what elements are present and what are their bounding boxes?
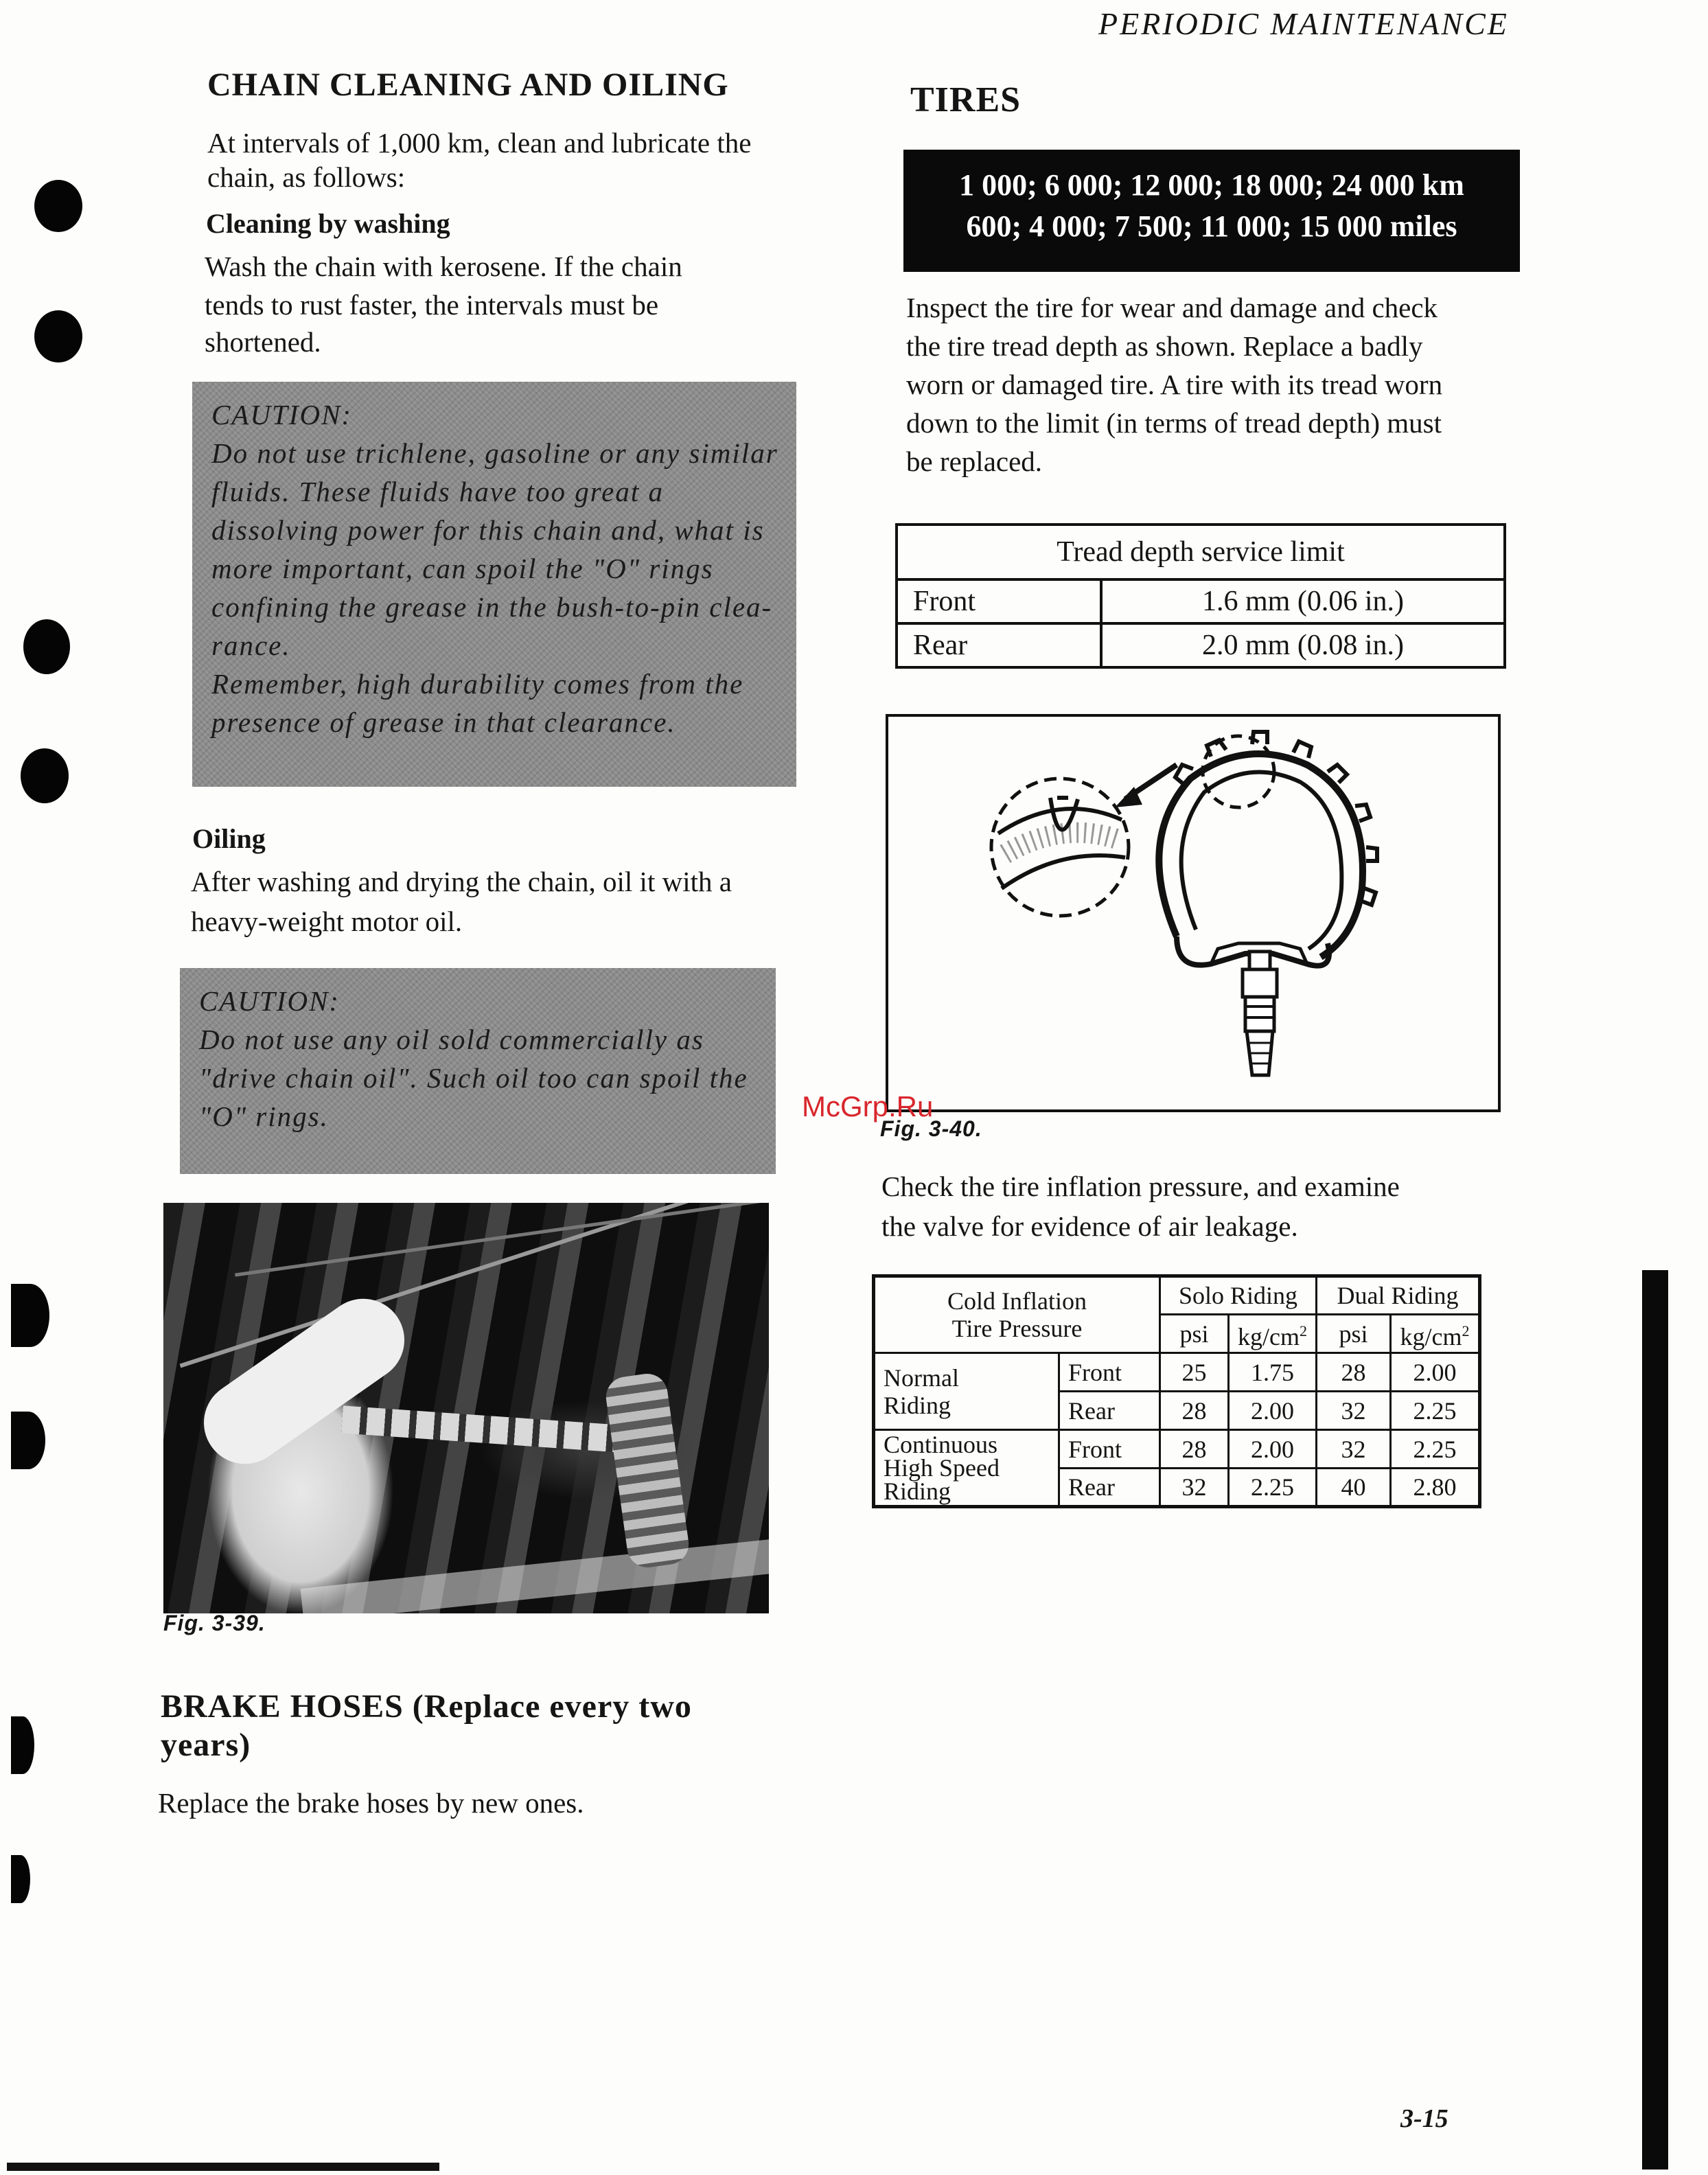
chain-intro-line: chain, as follows:: [207, 161, 406, 193]
page-number: 3-15: [1400, 2104, 1449, 2133]
pressure-cell: 32: [1317, 1392, 1391, 1430]
binder-hole: [11, 1412, 45, 1469]
interval-miles: 600; 4 000; 7 500; 11 000; 15 000 miles: [966, 209, 1457, 243]
psi-header: psi: [1317, 1315, 1391, 1353]
inspect-line: be replaced.: [906, 446, 1043, 477]
tread-row-value: 2.0 mm (0.08 in.): [1101, 623, 1505, 667]
pressure-cell: 32: [1317, 1430, 1391, 1469]
pressure-corner-header: [874, 1276, 1160, 1353]
brake-hoses-title: [161, 1688, 692, 1764]
washing-text-line: Wash the chain with kerosene. If the chain: [205, 251, 682, 282]
caution-box-washing: [192, 382, 796, 787]
binder-hole: [11, 1284, 49, 1347]
table-row: [874, 1430, 1480, 1469]
pressure-cell: 2.25: [1391, 1430, 1480, 1469]
caution-line: Remember, high durability comes from the: [211, 668, 744, 700]
caution-line: confining the grease in the bush-to-pin clea-: [211, 591, 773, 623]
corner-line: Tire Pressure: [951, 1315, 1083, 1342]
figure-caption-3-40: Fig. 3-40.: [880, 1116, 982, 1141]
brake-title-line: BRAKE HOSES (Replace every two: [161, 1688, 692, 1725]
pressure-cell: 2.00: [1229, 1430, 1317, 1469]
caution-title: CAUTION:: [211, 399, 353, 430]
check-pressure-line: the valve for evidence of air leakage.: [881, 1210, 1298, 1242]
kg-header: $kg/cm^2$: [1391, 1315, 1480, 1353]
caution-line: presence of grease in that clearance.: [211, 706, 676, 738]
pressure-cell: 28: [1160, 1430, 1229, 1469]
tire-inspect-paragraph: [906, 288, 1524, 481]
caution-line: dissolving power for this chain and, what is: [211, 514, 765, 546]
interval-km: 1 000; 6 000; 12 000; 18 000; 24 000 km: [959, 168, 1464, 202]
chain-section-title: CHAIN CLEANING AND OILING: [207, 67, 729, 103]
oiling-text-line: heavy-weight motor oil.: [191, 906, 463, 937]
caution-line: Do not use any oil sold commercially as: [199, 1024, 704, 1055]
inspect-line: the tire tread depth as shown. Replace a badly: [906, 330, 1423, 362]
inspect-line: Inspect the tire for wear and damage and check: [906, 292, 1438, 323]
pressure-cell: 2.00: [1391, 1353, 1480, 1392]
tread-row-label: Front: [897, 579, 1101, 623]
inspect-line: down to the limit (in terms of tread depth) must: [906, 407, 1442, 439]
psi-header: psi: [1160, 1315, 1229, 1353]
binder-hole: [34, 180, 82, 232]
oiling-subtitle: Oiling: [192, 823, 266, 854]
tread-depth-table: [895, 523, 1506, 669]
caution-line: fluids. These fluids have too great a: [211, 476, 664, 507]
washing-text-line: tends to rust faster, the intervals must be: [205, 289, 659, 321]
tire-interval-box: [903, 150, 1520, 272]
pressure-cell: 2.25: [1229, 1469, 1317, 1507]
watermark: McGrp.Ru: [802, 1090, 934, 1123]
washing-text-line: shortened.: [205, 326, 321, 358]
caution-line: "drive chain oil". Such oil too can spoil the: [199, 1062, 748, 1094]
table-row: [897, 623, 1505, 667]
binder-hole: [21, 748, 69, 803]
bottom-rule: [7, 2163, 439, 2171]
tire-tread-figure: [886, 714, 1501, 1112]
front-label: Front: [1059, 1353, 1160, 1392]
brake-title-line: years): [161, 1727, 251, 1763]
brake-hoses-text: Replace the brake hoses by new ones.: [158, 1787, 584, 1819]
tire-pressure-table: [872, 1274, 1481, 1508]
oiling-text-line: After washing and drying the chain, oil it with a: [191, 866, 732, 897]
caution-box-oiling: [180, 968, 776, 1174]
inspect-line: worn or damaged tire. A tire with its tread worn: [906, 369, 1443, 400]
rear-label: Rear: [1059, 1469, 1160, 1507]
tread-row-label: Rear: [897, 623, 1101, 667]
corner-line: Cold Inflation: [947, 1287, 1087, 1315]
pressure-cell: 2.80: [1391, 1469, 1480, 1507]
caution-title: CAUTION:: [199, 985, 341, 1017]
binder-hole: [23, 619, 70, 674]
high-speed-riding-label: Continuous High Speed Riding: [874, 1430, 1059, 1507]
tire-cross-section-drawing: [888, 717, 1498, 1109]
dual-riding-header: Dual Riding: [1317, 1276, 1480, 1315]
normal-riding-label: Normal Riding: [874, 1353, 1059, 1430]
chain-oiling-photo: [163, 1203, 769, 1613]
table-row: [874, 1353, 1480, 1392]
table-row: [897, 579, 1505, 623]
caution-line: more important, can spoil the "O" rings: [211, 553, 714, 584]
kg-header: $kg/cm^2$: [1229, 1315, 1317, 1353]
pressure-cell: 2.25: [1391, 1392, 1480, 1430]
check-pressure-line: Check the tire inflation pressure, and examine: [881, 1171, 1400, 1202]
washing-subtitle: Cleaning by washing: [206, 208, 450, 239]
pressure-cell: 40: [1317, 1469, 1391, 1507]
pressure-cell: 28: [1317, 1353, 1391, 1392]
tread-row-value: 1.6 mm (0.06 in.): [1101, 579, 1505, 623]
chain-intro-line: At intervals of 1,000 km, clean and lubricate the: [207, 127, 752, 159]
caution-line: "O" rings.: [199, 1101, 329, 1132]
figure-caption-3-39: Fig. 3-39.: [163, 1611, 266, 1635]
pressure-cell: 25: [1160, 1353, 1229, 1392]
pressure-cell: 28: [1160, 1392, 1229, 1430]
binder-hole: [11, 1855, 30, 1903]
caution-line: Do not use trichlene, gasoline or any similar: [211, 437, 778, 469]
page-edge-bar: [1642, 1270, 1668, 2170]
pressure-cell: 32: [1160, 1469, 1229, 1507]
solo-riding-header: Solo Riding: [1160, 1276, 1317, 1315]
binder-hole: [34, 310, 82, 362]
pressure-cell: 1.75: [1229, 1353, 1317, 1392]
pressure-cell: 2.00: [1229, 1392, 1317, 1430]
tires-section-title: TIRES: [910, 80, 1022, 119]
binder-hole: [11, 1716, 34, 1774]
rear-label: Rear: [1059, 1392, 1160, 1430]
front-label: Front: [1059, 1430, 1160, 1469]
caution-line: rance.: [211, 630, 291, 661]
running-header: PERIODIC MAINTENANCE: [1098, 6, 1509, 41]
tread-table-header: Tread depth service limit: [897, 525, 1505, 579]
